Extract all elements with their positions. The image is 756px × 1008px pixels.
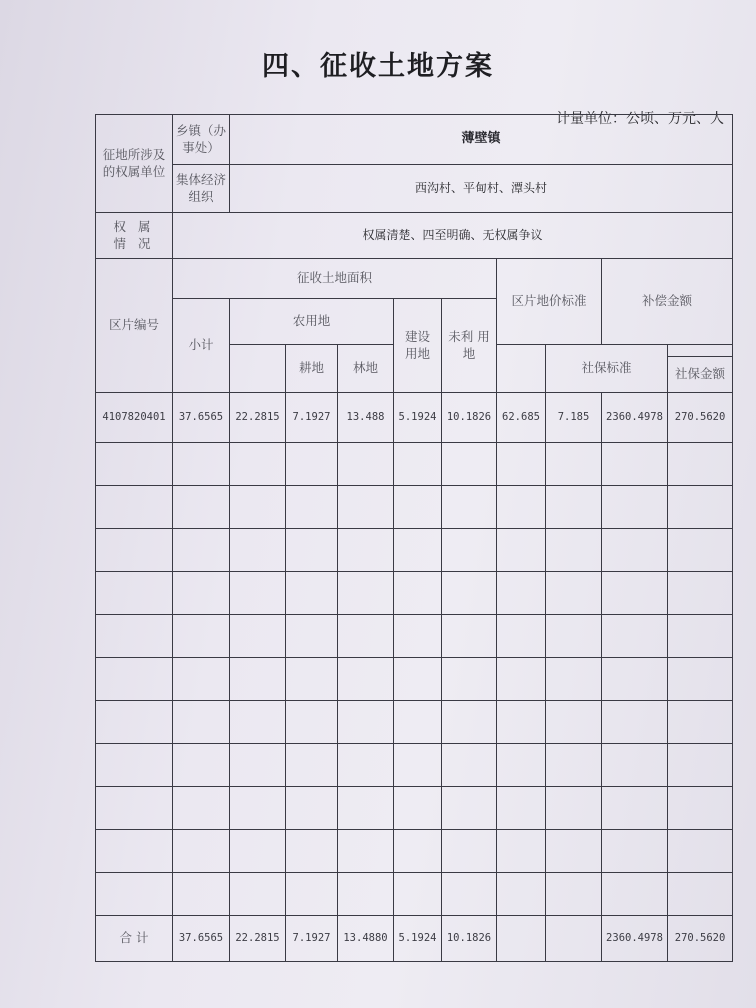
cell-farmland: 22.2815 [230, 393, 286, 443]
empty-cell [173, 615, 230, 658]
total-farmland: 22.2815 [230, 916, 286, 962]
empty-cell [96, 443, 173, 486]
empty-rows [96, 443, 733, 916]
table-row [96, 443, 733, 486]
township-value: 薄壁镇 [461, 131, 501, 147]
empty-cell [173, 486, 230, 529]
empty-cell [286, 486, 338, 529]
cell-unused: 10.1826 [442, 393, 497, 443]
cell-social-amount: 270.5620 [668, 393, 733, 443]
table-row [96, 393, 733, 443]
empty-cell [668, 830, 733, 873]
empty-cell [286, 744, 338, 787]
empty-cell [338, 701, 394, 744]
cell-construction: 5.1924 [394, 393, 442, 443]
empty-cell [286, 830, 338, 873]
empty-cell [96, 787, 173, 830]
table-row [96, 701, 733, 744]
social-amount-label: 社保金额 [675, 366, 726, 382]
unit-note: 计量单位：公顷、万元、人 [556, 111, 724, 127]
township-label-cell [173, 115, 230, 165]
empty-cell [173, 873, 230, 916]
empty-cell [442, 529, 497, 572]
owner-unit-label-cell [96, 115, 173, 213]
price-std-label-cell [497, 259, 602, 345]
empty-cell [173, 830, 230, 873]
empty-cell [546, 529, 602, 572]
empty-cell [668, 658, 733, 701]
empty-cell [546, 486, 602, 529]
empty-cell [286, 873, 338, 916]
page-title: 四、征收土地方案 [262, 51, 494, 82]
table-footer [96, 916, 733, 962]
empty-cell [602, 486, 668, 529]
forest-label: 林地 [352, 360, 378, 376]
compensation-label-cell [602, 259, 733, 345]
parcel-no-label: 区片编号 [108, 317, 159, 333]
table-row [96, 572, 733, 615]
empty-cell [338, 787, 394, 830]
empty-cell [394, 873, 442, 916]
empty-cell [173, 701, 230, 744]
empty-cell [173, 787, 230, 830]
price-std-label: 区片地价标准 [511, 293, 587, 309]
ownership-value: 权属清楚、四至明确、无权属争议 [362, 227, 543, 242]
empty-cell [96, 873, 173, 916]
empty-cell [230, 744, 286, 787]
empty-cell [394, 787, 442, 830]
empty-cell [230, 486, 286, 529]
empty-cell [394, 486, 442, 529]
empty-cell [230, 443, 286, 486]
empty-cell [497, 744, 546, 787]
table-row [96, 830, 733, 873]
unused-label-cell [442, 299, 497, 393]
empty-cell [96, 744, 173, 787]
empty-cell [497, 830, 546, 873]
empty-cell [230, 615, 286, 658]
cell-parcel: 4107820401 [96, 393, 173, 443]
empty-cell [230, 572, 286, 615]
cell-price: 62.685 [497, 393, 546, 443]
table-row [96, 615, 733, 658]
table-header [96, 115, 733, 393]
empty-cell [602, 529, 668, 572]
empty-cell [442, 615, 497, 658]
empty-cell [338, 529, 394, 572]
empty-cell [286, 787, 338, 830]
total-row [96, 916, 733, 962]
empty-cell [442, 486, 497, 529]
empty-cell [668, 615, 733, 658]
empty-cell [230, 830, 286, 873]
empty-cell [602, 443, 668, 486]
empty-cell [230, 529, 286, 572]
area-label: 征收土地面积 [296, 270, 372, 286]
empty-cell [668, 787, 733, 830]
empty-cell [668, 529, 733, 572]
empty-cell [602, 572, 668, 615]
cell-forest: 13.488 [338, 393, 394, 443]
empty-cell [338, 658, 394, 701]
township-value-cell [230, 115, 733, 165]
table-row [96, 529, 733, 572]
empty-cell [230, 873, 286, 916]
total-social-std [546, 916, 602, 962]
empty-cell [96, 830, 173, 873]
empty-cell [602, 787, 668, 830]
empty-cell [668, 744, 733, 787]
empty-cell [338, 744, 394, 787]
empty-cell [96, 615, 173, 658]
empty-cell [497, 572, 546, 615]
construction-label-cell [394, 299, 442, 393]
collective-label: 集体经济组织 [176, 172, 227, 204]
empty-cell [394, 830, 442, 873]
cell-subtotal: 37.6565 [173, 393, 230, 443]
compensation-label: 补偿金额 [642, 293, 693, 309]
empty-cell [394, 701, 442, 744]
empty-cell [442, 572, 497, 615]
collective-value: 西沟村、平甸村、潭头村 [415, 180, 548, 195]
empty-cell [546, 572, 602, 615]
land-acquisition-table [95, 114, 733, 962]
total-compensation: 2360.4978 [602, 916, 668, 962]
empty-cell [286, 572, 338, 615]
empty-cell [668, 873, 733, 916]
total-subtotal: 37.6565 [173, 916, 230, 962]
empty-cell [338, 486, 394, 529]
collective-label-cell [173, 165, 230, 213]
empty-cell [286, 658, 338, 701]
empty-cell [602, 873, 668, 916]
empty-cell [497, 486, 546, 529]
empty-cell [286, 443, 338, 486]
table-row [96, 658, 733, 701]
empty-cell [442, 830, 497, 873]
empty-cell [173, 529, 230, 572]
empty-cell [442, 443, 497, 486]
empty-cell [394, 744, 442, 787]
ownership-label-cell [96, 213, 173, 259]
total-construction: 5.1924 [394, 916, 442, 962]
empty-cell [230, 658, 286, 701]
social-std-label: 社保标准 [581, 360, 632, 376]
empty-cell [96, 572, 173, 615]
cultivated-label: 耕地 [298, 360, 324, 376]
empty-cell [497, 873, 546, 916]
cell-cultivated: 7.1927 [286, 393, 338, 443]
empty-cell [173, 658, 230, 701]
empty-cell [602, 615, 668, 658]
empty-cell [546, 873, 602, 916]
subtotal-label-cell [173, 299, 230, 393]
empty-cell [668, 443, 733, 486]
empty-cell [394, 572, 442, 615]
total-cultivated: 7.1927 [286, 916, 338, 962]
forest-label-cell [338, 345, 394, 393]
collective-value-cell [230, 165, 733, 213]
subtotal-label: 小计 [188, 337, 214, 353]
empty-cell [338, 572, 394, 615]
compensation-spacer-cell [668, 345, 733, 357]
empty-cell [668, 701, 733, 744]
ownership-value-cell [173, 213, 733, 259]
empty-cell [286, 615, 338, 658]
table-row [96, 787, 733, 830]
empty-cell [173, 443, 230, 486]
total-label: 合 计 [96, 916, 173, 962]
empty-cell [546, 443, 602, 486]
ownership-label: 权 属 情 况 [113, 219, 155, 251]
empty-cell [497, 529, 546, 572]
empty-cell [602, 830, 668, 873]
empty-cell [546, 830, 602, 873]
social-amount-label-cell [668, 357, 733, 393]
social-std-label-cell [546, 345, 668, 393]
empty-cell [96, 486, 173, 529]
empty-cell [497, 443, 546, 486]
empty-cell [338, 615, 394, 658]
empty-cell [286, 529, 338, 572]
empty-cell [394, 658, 442, 701]
empty-cell [546, 615, 602, 658]
table-body [96, 393, 733, 443]
empty-cell [497, 615, 546, 658]
owner-unit-label: 征地所涉及的权属单位 [102, 147, 166, 179]
empty-cell [546, 658, 602, 701]
empty-cell [96, 658, 173, 701]
empty-cell [230, 787, 286, 830]
empty-cell [96, 701, 173, 744]
cell-social-std: 7.185 [546, 393, 602, 443]
township-label: 乡镇（办事处） [176, 123, 227, 155]
empty-cell [546, 787, 602, 830]
unused-label: 未利 用地 [448, 329, 490, 361]
cell-compensation: 2360.4978 [602, 393, 668, 443]
empty-cell [602, 744, 668, 787]
total-social-amount: 270.5620 [668, 916, 733, 962]
empty-cell [394, 443, 442, 486]
parcel-no-label-cell [96, 259, 173, 393]
empty-cell [497, 658, 546, 701]
empty-cell [546, 701, 602, 744]
construction-label: 建设用地 [404, 329, 430, 361]
empty-cell [546, 744, 602, 787]
empty-cell [173, 572, 230, 615]
empty-cell [442, 873, 497, 916]
table-row [96, 486, 733, 529]
farmland-subtotal-cell [230, 345, 286, 393]
empty-cell [442, 787, 497, 830]
total-unused: 10.1826 [442, 916, 497, 962]
empty-cell [497, 787, 546, 830]
cultivated-label-cell [286, 345, 338, 393]
farmland-label-cell [230, 299, 394, 345]
empty-cell [173, 744, 230, 787]
price-value-header-cell [497, 345, 546, 393]
total-price [497, 916, 546, 962]
empty-cell [668, 486, 733, 529]
table-row [96, 873, 733, 916]
empty-cell [442, 701, 497, 744]
empty-cell [668, 572, 733, 615]
empty-cell [338, 873, 394, 916]
empty-cell [338, 830, 394, 873]
table-row [96, 744, 733, 787]
farmland-label: 农用地 [292, 313, 331, 329]
empty-cell [442, 744, 497, 787]
empty-cell [394, 529, 442, 572]
total-forest: 13.4880 [338, 916, 394, 962]
empty-cell [442, 658, 497, 701]
empty-cell [602, 658, 668, 701]
empty-cell [338, 443, 394, 486]
empty-cell [286, 701, 338, 744]
empty-cell [96, 529, 173, 572]
empty-cell [497, 701, 546, 744]
empty-cell [602, 701, 668, 744]
empty-cell [394, 615, 442, 658]
empty-cell [230, 701, 286, 744]
area-label-cell [173, 259, 497, 299]
